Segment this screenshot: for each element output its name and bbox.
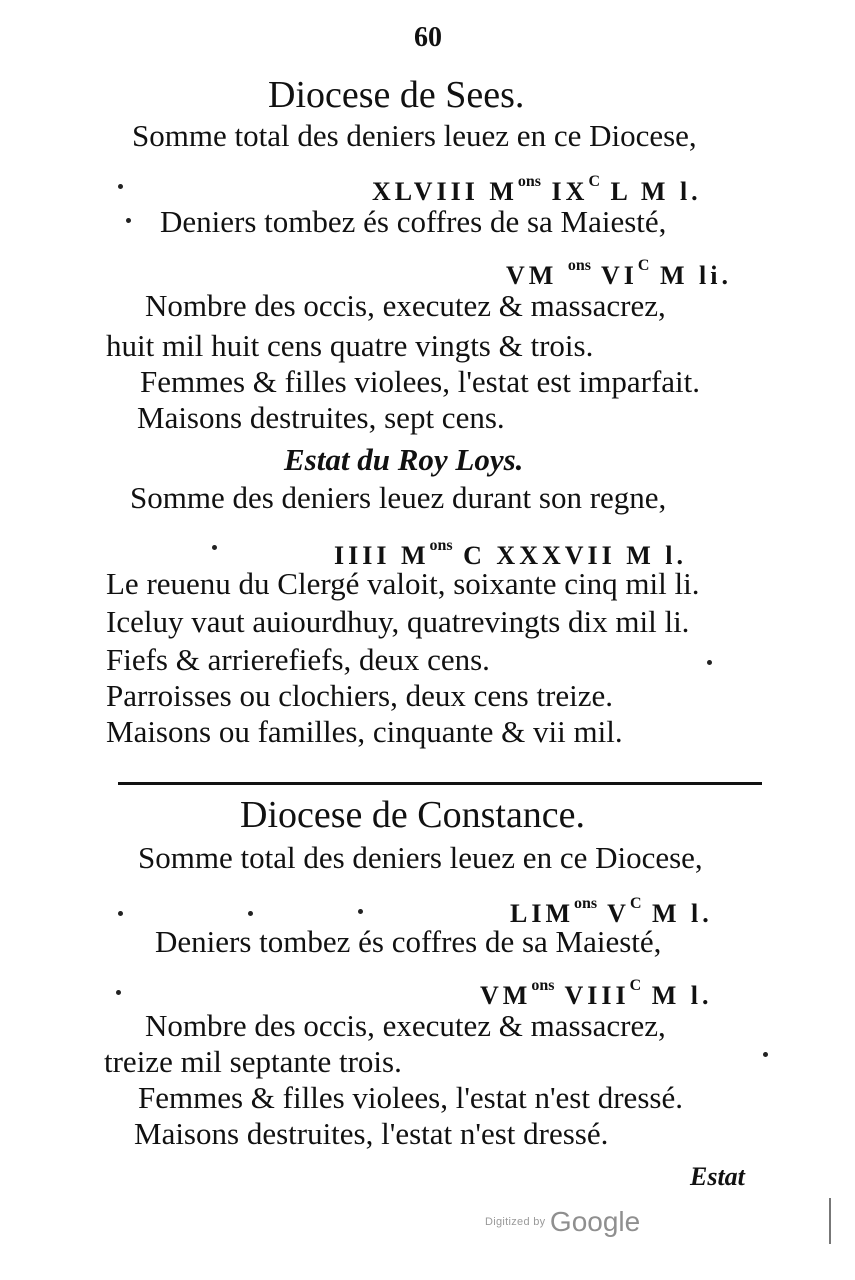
scan-speck <box>763 1052 768 1057</box>
scan-speck <box>116 990 121 995</box>
estat-somme-label: Somme des deniers leuez durant son regne, <box>130 480 667 515</box>
scan-speck <box>212 545 217 550</box>
sees-femmes: Femmes & filles violees, l'estat est imparfait. <box>140 364 701 399</box>
sees-total-amount: XLVIII $M^{ons}$ $IX^C$ L M l. <box>372 173 702 206</box>
scan-speck <box>248 911 253 916</box>
catchword: Estat <box>690 1162 745 1191</box>
constance-maisons: Maisons destruites, l'estat n'est dressé. <box>134 1116 609 1151</box>
estat-fiefs: Fiefs & arrierefiefs, deux cens. <box>106 642 490 677</box>
sees-occis-line2: huit mil huit cens quatre vingts & trois. <box>106 328 594 363</box>
estat-maisons: Maisons ou familles, cinquante & vii mil. <box>106 714 623 749</box>
section-title-sees: Diocese de Sees. <box>268 74 525 116</box>
scan-speck <box>358 909 363 914</box>
page-number: 60 <box>414 22 442 53</box>
estat-iceluy: Iceluy vaut auiourdhuy, quatrevingts dix mil li. <box>106 604 690 639</box>
watermark-prefix: Digitized by <box>485 1216 546 1228</box>
constance-coffres-amount: $VM^{ons}$ $VIII^C$ M l. <box>480 977 713 1010</box>
scan-speck <box>118 911 123 916</box>
constance-femmes: Femmes & filles violees, l'estat n'est dressé. <box>138 1080 683 1115</box>
page-edge-mark <box>829 1198 831 1244</box>
scan-speck <box>707 660 712 665</box>
digitized-by-google-watermark <box>485 1206 640 1238</box>
scan-speck <box>118 184 123 189</box>
sees-coffres-label: Deniers tombez és coffres de sa Maiesté, <box>160 204 667 239</box>
constance-occis-line1: Nombre des occis, executez & massacrez, <box>145 1008 666 1043</box>
section-title-constance: Diocese de Constance. <box>240 794 586 836</box>
sees-total-label: Somme total des deniers leuez en ce Diocese, <box>132 118 697 153</box>
constance-total-label: Somme total des deniers leuez en ce Diocese, <box>138 840 703 875</box>
estat-reuenu: Le reuenu du Clergé valoit, soixante cinq mil li. <box>106 566 700 601</box>
google-logo: Google <box>549 1206 641 1237</box>
section-divider <box>118 782 762 785</box>
constance-coffres-label: Deniers tombez és coffres de sa Maiesté, <box>155 924 662 959</box>
constance-total-amount: $LIM^{ons}$ $V^C$ M l. <box>510 895 713 928</box>
sees-coffres-amount: VM $^{ons}$ $VI^C$ M li. <box>506 257 732 290</box>
estat-title: Estat du Roy Loys. <box>284 442 524 477</box>
sees-occis-line1: Nombre des occis, executez & massacrez, <box>145 288 666 323</box>
constance-occis-line2: treize mil septante trois. <box>104 1044 402 1079</box>
estat-somme-amount: IIII $M^{ons}$ C XXXVII M l. <box>334 537 688 570</box>
scan-speck <box>126 218 131 223</box>
estat-parroisses: Parroisses ou clochiers, deux cens treize. <box>106 678 614 713</box>
sees-maisons: Maisons destruites, sept cens. <box>137 400 505 435</box>
